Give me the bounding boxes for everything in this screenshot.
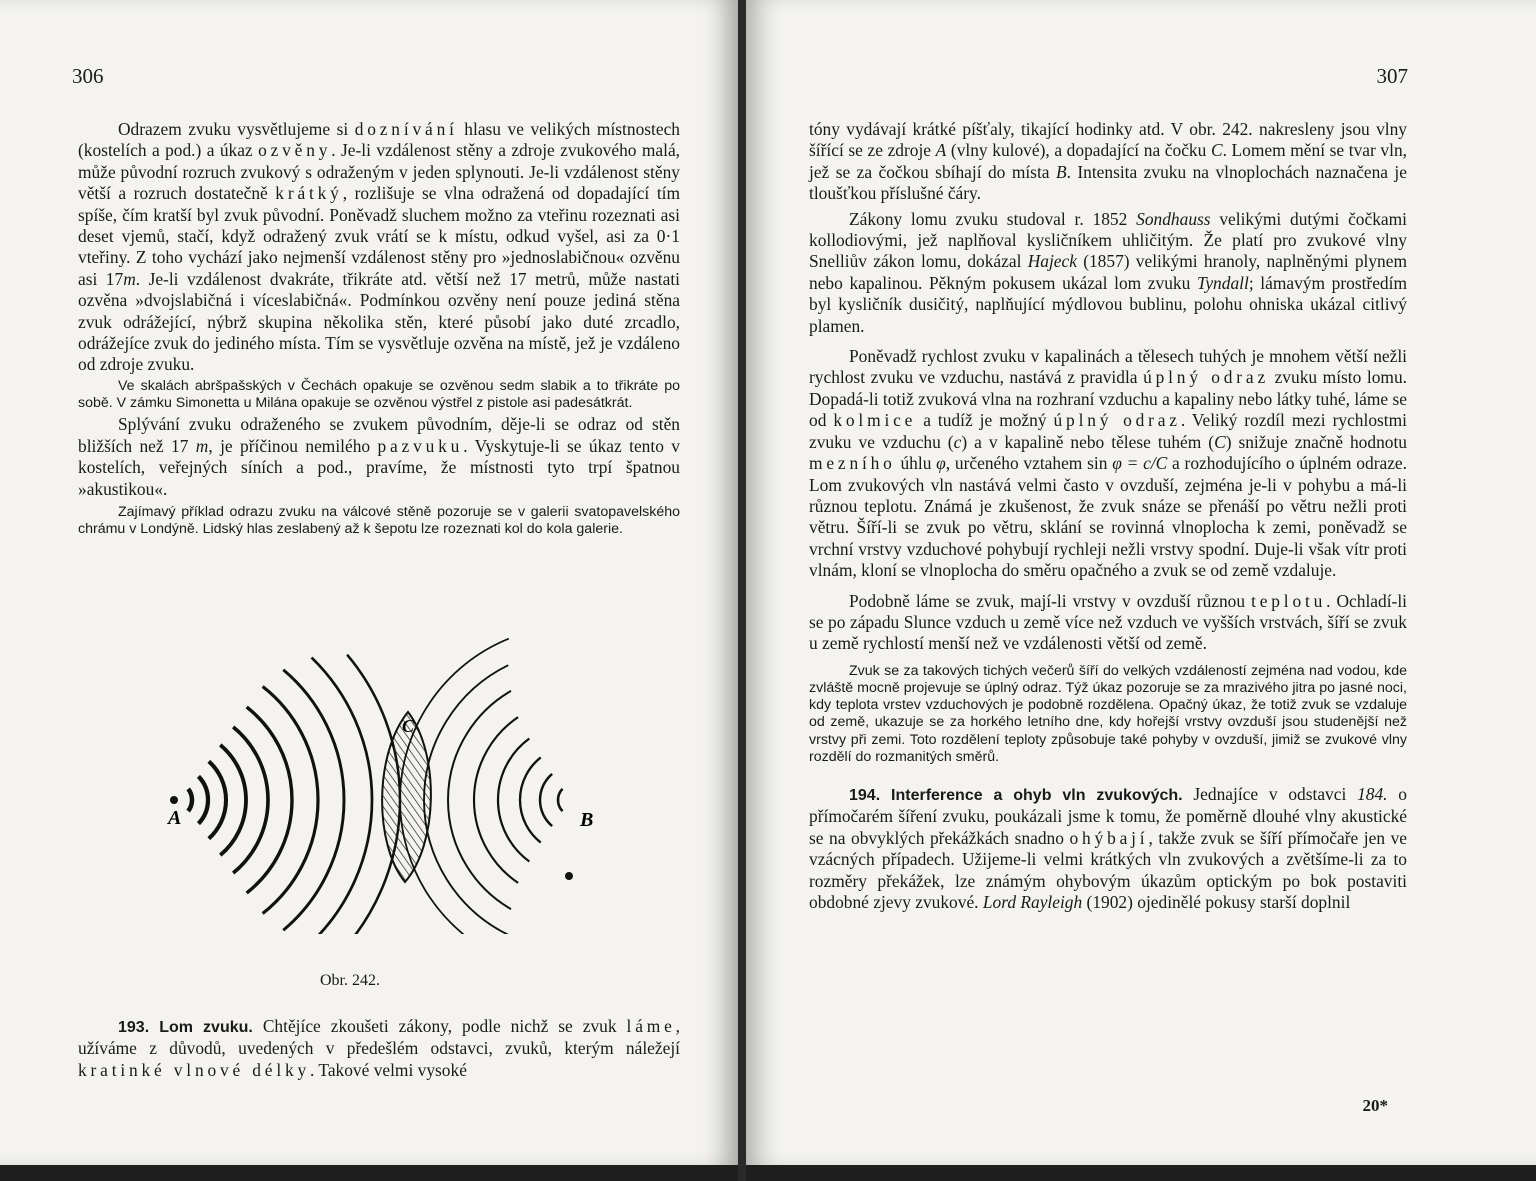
text-run: ohýbají <box>1069 827 1149 848</box>
text-run: a tudíž je možný <box>916 410 1054 431</box>
figure-caption: Obr. 242. <box>320 972 380 989</box>
text-run: Hajeck <box>1027 251 1077 272</box>
left-page <box>0 0 738 1165</box>
text-run: 194. Interference a ohyb vln zvukových. <box>849 786 1183 804</box>
body-paragraph <box>809 209 1407 337</box>
text-run: (1902) ojedinělé pokusy starší doplnil <box>1082 892 1351 912</box>
book-gutter <box>738 0 746 1181</box>
body-paragraph <box>809 784 1407 913</box>
text-run: . Je-li vzdálenost stěny a zdroje zvukového malá, může původní rozruch zvukový s odraženým v jeden splynouti. Je-li vzdálenost stěny větší a rozruch dostatečně <box>78 140 681 204</box>
text-run: Odrazem zvuku vysvětlujeme si <box>118 119 355 139</box>
refracted-wavefront <box>424 665 508 934</box>
refracted-wavefront <box>558 789 562 811</box>
text-run: Chtějíce zkoušeti zákony, podle nichž se zvuk <box>252 1016 627 1036</box>
text-run: Podobně láme se zvuk, mají-li vrstvy v ovzduší různou <box>849 590 1252 611</box>
signature-mark: 20* <box>1362 1096 1388 1115</box>
stray-dot <box>565 872 573 880</box>
text-run: Lord Rayleigh <box>982 892 1083 912</box>
body-paragraph <box>78 1016 680 1081</box>
left-text-column <box>78 119 680 538</box>
text-run: Splývání zvuku odraženého se zvukem původním, děje-li se odraz od stěn bližších než 17 <box>78 414 680 456</box>
text-run: o přímočarém šíření zvuku, poukázali jsme k tomu, že poměrně dlouhé vlny akustické se na obvyklých překážkách snadno <box>809 783 1407 848</box>
text-run: hlasu ve velikých místnostech (kostelích a pod.) a úkaz <box>78 119 680 161</box>
text-run: láme <box>626 1016 676 1036</box>
text-run: Poněvadž rychlost zvuku v kapalinách a tělesech tuhých je mnohem větší nežli rychlost zvuku ve vzduchu, nastává z pravidla <box>809 346 1407 388</box>
text-run: doznívání <box>354 119 458 139</box>
refracted-wavefront <box>498 739 529 862</box>
text-run: m <box>195 435 209 456</box>
text-run: pazvuku <box>377 435 464 456</box>
page-number-left: 306 <box>72 64 104 88</box>
body-paragraph <box>809 346 1407 581</box>
text-run: 193. Lom zvuku. <box>118 1019 253 1036</box>
refracted-wavefront <box>540 774 552 826</box>
note-paragraph <box>78 504 680 538</box>
text-run: . Takové velmi vysoké <box>310 1059 467 1080</box>
refracted-wavefronts <box>400 639 562 934</box>
incident-wavefront <box>312 658 372 934</box>
incident-wavefront <box>209 761 226 838</box>
body-paragraph <box>809 591 1407 655</box>
text-run: c <box>953 431 962 452</box>
text-run: tóny vydávají krátké píšťaly, tikající hodinky atd. V obr. 242. nakresleny jsou vlny šířící se ze zdroje <box>809 119 1407 161</box>
text-run: (1857) velikými hranoly, naplněnými plynem nebo kapalinou. Pěkným pokusem ukázal lom zvuku <box>809 251 1407 293</box>
source-point-a <box>170 796 178 804</box>
text-run: ; lámavým prostředím byl kysličník dusičitý, naplňující mýdlovou bublinu, polohu ohniska ukázal citlivý plamen. <box>809 272 1407 336</box>
text-run: teplotu <box>1251 590 1327 611</box>
right-text-column <box>809 119 1407 913</box>
text-run: Zákony lomu zvuku studoval r. 1852 <box>849 208 1137 229</box>
incident-wavefront <box>198 776 208 823</box>
text-run: úhlu <box>895 453 937 474</box>
text-run: . Vyskytuje-li se úkaz tento v kostelích, veřejných síních a pod., pravíme, že místnosti tyto trpí špatnou »akustikou«. <box>78 435 680 499</box>
text-run: Ve skalách abršpašských v Čechách opakuje se ozvěnou sedm slabik a to třikráte po sobě. V zámku Simonetta u Milána opakuje se ozvěnou výstřel z pistole asi padesátkrát. <box>78 377 680 412</box>
refracted-wavefront <box>520 757 541 842</box>
text-run: kolmice <box>833 410 917 431</box>
text-run: kratinké vlnové délky <box>78 1059 311 1080</box>
text-run: m <box>123 268 136 289</box>
text-run: úplný odraz <box>1053 410 1181 431</box>
text-run: C <box>1210 140 1223 161</box>
incident-wavefront <box>188 789 192 811</box>
incident-wavefronts <box>188 655 400 934</box>
text-run: A <box>935 140 947 161</box>
text-run: Zvuk se za takových tichých večerů šíří do velkých vzdáleností zejména nad vodou, kde zvláště mocně projevuje se úplný odraz. Týž úkaz pozoruje se za mrazivého jitra po jasné noci, kdy teplota vrstev vzduchových je podobně rozdělena. Opačný úkaz, že totiž zvuk se vzdaluje od země, ukazuje se za horkého letního dne, kdy hořejší vrstvy ovzduší jsou studenější než vrstvy při zemi. Toto rozdělení teploty způsobuje také pohyby v ovzduší, jimiž se zvukové vlny rozdělí do rozmanitých směrů. <box>809 662 1407 765</box>
right-page <box>746 0 1536 1165</box>
text-run: ) snižuje značně hodnotu <box>1225 431 1407 452</box>
text-run: a rozhodujícího o úplném odraze. Lom zvukových vln nastává velmi často v ovzduší, zejména je-li v pohybu a má-li různou teplotu. Známá je zkušenost, že zvuk snáze se přenáší po větru nežli proti větru. Šíří-li se zvuk po větru, sklání se rovinná vlnoplocha k zemi, poněvadž se vrchní vrstvy vzduchové pohybují rychleji nežli vrstvy spodní. Duje-li však vítr proti vlnám, kloní se vlnoplocha do směru opačného a zvuk se od země vzdaluje. <box>809 453 1407 581</box>
text-run: . Intensita zvuku na vlnoplochách naznačena je tloušťkou příslušné čáry. <box>809 161 1407 204</box>
text-run: . Veliký rozdíl mezi rychlostmi zvuku ve vzduchu ( <box>809 410 1407 452</box>
text-run: (vlny kulové), a dopadající na čočku <box>946 140 1211 161</box>
left-bottom-column <box>78 1016 680 1081</box>
note-paragraph <box>78 378 680 412</box>
text-run: . Ochladí-li se po západu Slunce vzduch u země více než vzduch ve vyšších vrstvách, šíří se zvuk u země rychlostí menší než ve vzdálenosti větší od země. <box>809 590 1408 654</box>
text-run: mezního <box>809 453 896 474</box>
figure-242-refraction-diagram <box>160 614 620 934</box>
text-run: , rozlišuje se vlna odražená od dopadající tím spíše, čím kratší byl zvuk původní. Poněvadž sluchem možno za vteřinu rozeznati asi deset vjemů, stačí, když odražený zvuk vrátí se k místu, odkud vyšel, asi za 0·1 vteřiny. Z toho vychází jako nejmenší vzdálenost stěny pro »jednoslabičnou« ozvěnu asi 17 <box>78 183 681 289</box>
text-run: ozvěny <box>258 140 332 161</box>
text-run: . Je-li vzdálenost dvakráte, třikráte atd. větší než 17 metrů, může nastati ozvěna »dvojslabičná i víceslabičná«. Podmínkou ozvěny není pouze jediná stěna zvuk odrážející, nýbrž skupina několika stěn, které působí jako duté zrcadlo, odrážejíce zvuk do jediného místa. Tím se vysvětluje ozvěna na místě, jež je vzdáleno od zdroje zvuku. <box>78 268 680 375</box>
text-run: Tyndall <box>1196 272 1249 293</box>
text-run: , užíváme z důvodů, uvedených v předešlém odstavci, zvuků, kterým náležejí <box>78 1016 680 1059</box>
body-paragraph <box>78 414 680 500</box>
refracted-wavefront <box>474 717 518 883</box>
text-run: ) a v kapalině nebo tělese tuhém ( <box>961 431 1215 452</box>
text-run: φ <box>936 453 946 474</box>
text-run: krátký <box>275 183 343 204</box>
body-paragraph <box>809 119 1407 205</box>
refracted-wavefront <box>448 691 511 909</box>
label-a: A <box>168 807 182 829</box>
text-run: , je příčinou nemilého <box>208 435 378 456</box>
text-run: C <box>1214 431 1226 452</box>
text-run: φ = c/C <box>1112 453 1168 474</box>
text-run: úplný odraz <box>1143 367 1270 388</box>
note-paragraph <box>809 663 1407 766</box>
text-run: 184. <box>1357 783 1388 804</box>
page-number-right: 307 <box>1376 64 1408 88</box>
text-run: Sondhauss <box>1136 208 1211 229</box>
label-c: C <box>402 716 415 736</box>
body-paragraph <box>78 119 680 376</box>
text-run: velikými dutými čočkami kollodiovými, jež naplňoval kysličníkem uhličitým. Že platí pro zvukové vlny Snelliův zákon lomu, dokázal <box>809 208 1407 272</box>
text-run: Zajímavý příklad odrazu zvuku na válcové stěně pozoruje se v galerii svatopavelského chrámu v Londýně. Lidský hlas zeslabený až k šepotu lze rozeznati kol do kola galerie. <box>78 503 680 538</box>
text-run: , takže zvuk se šíří přímočaře jen ve vzácných případech. Užijeme-li velmi krátkých vln zvukových a zvětšíme-li za to rozměry překážek, lze známým ohybovým úkazům optickým po bok postaviti obdobné zjevy zvukové. <box>809 827 1407 912</box>
label-b: B <box>580 809 594 831</box>
text-run: Jednajíce v odstavci <box>1182 783 1358 804</box>
text-run: zvuku místo lomu. Dopadá-li totiž zvuková vlna na rozhraní vzduchu a kapaliny nebo látky tuhé, láme se od <box>809 367 1407 431</box>
text-run: , určeného vztahem sin <box>945 453 1113 474</box>
text-run: B <box>1055 161 1067 182</box>
incident-wavefront <box>233 727 268 873</box>
text-run: . Lomem mění se tvar vln, jež se za čočkou sbíhají do místa <box>809 140 1408 182</box>
